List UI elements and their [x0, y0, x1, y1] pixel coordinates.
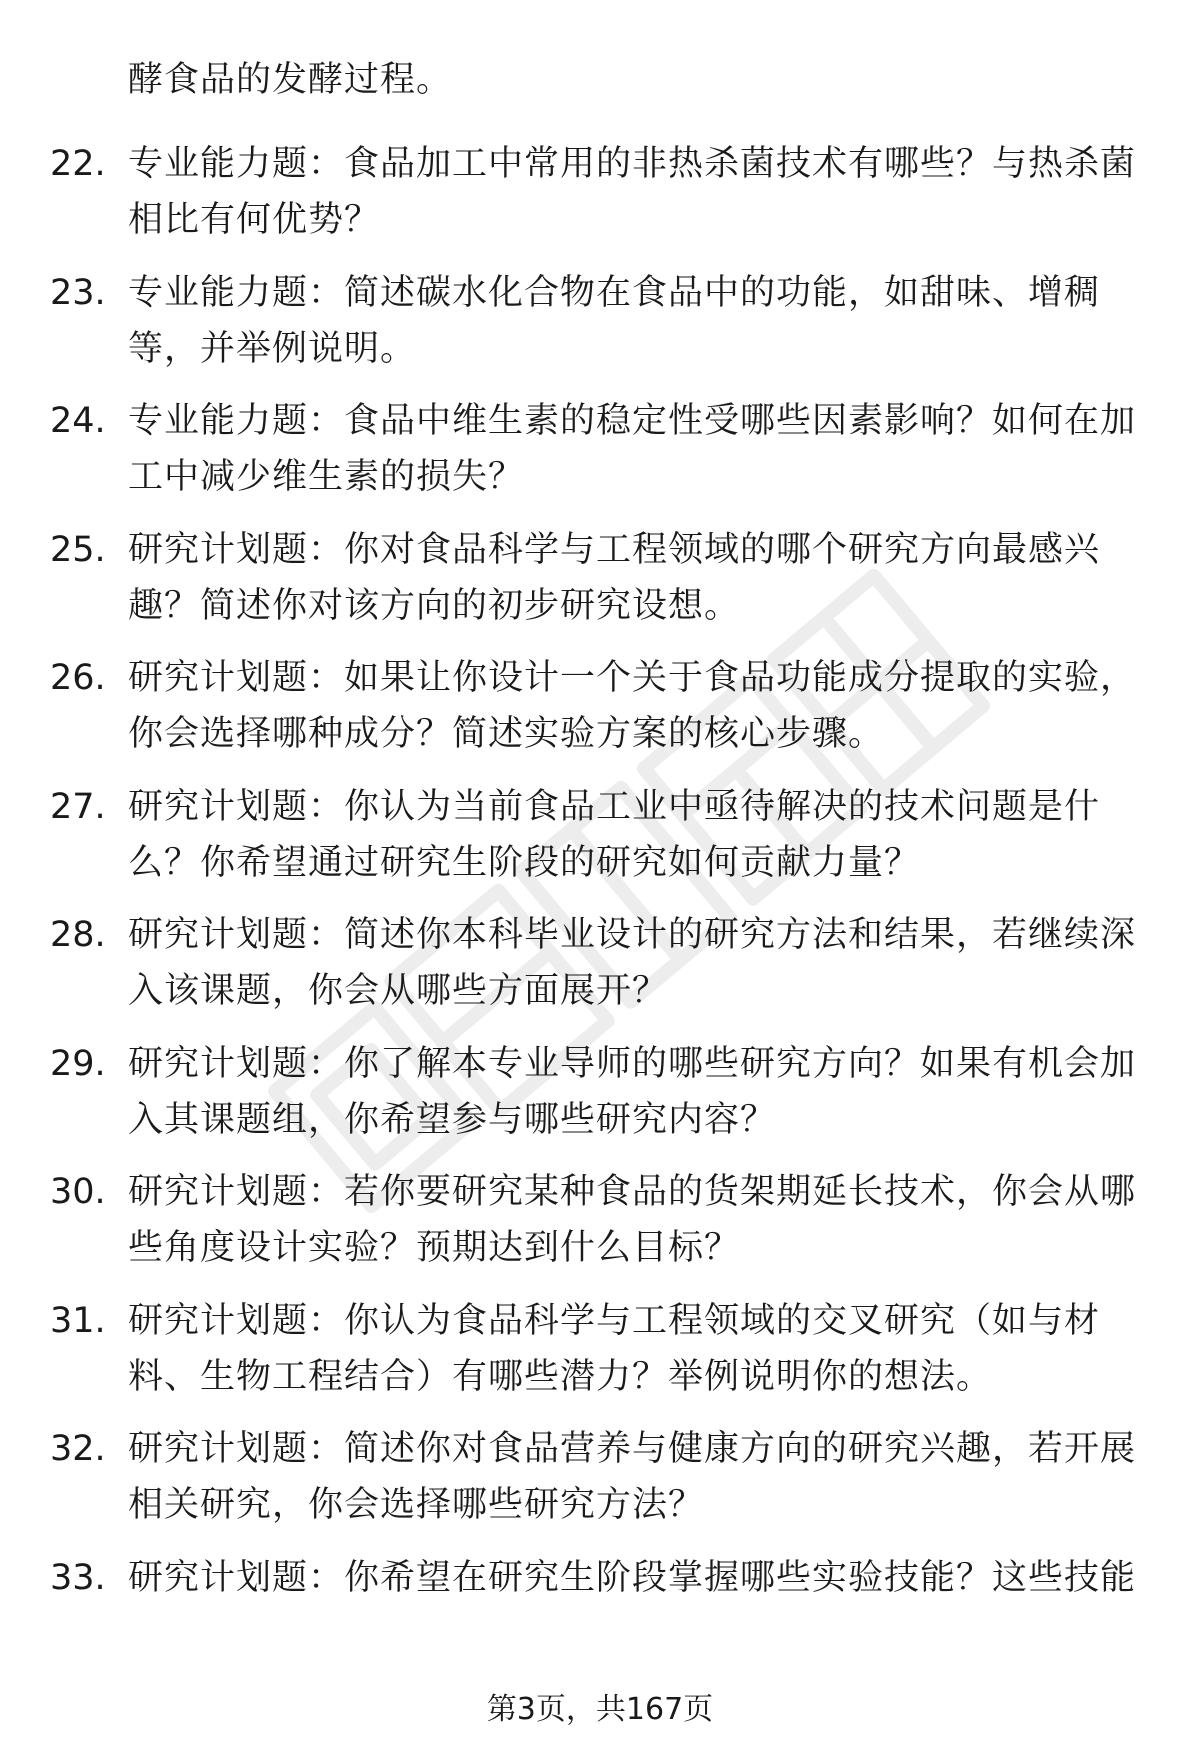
list-item: [0, 1421, 1200, 1550]
list-item: [0, 1164, 1200, 1293]
list-item: [0, 522, 1200, 651]
list-item: [0, 1550, 1200, 1679]
question-list: [0, 136, 1200, 1678]
question-text: 研究计划题：简述你对食品营养与健康方向的研究兴趣，若开展相关研究，你会选择哪些研究方法？: [128, 1429, 1137, 1525]
question-number: 32.: [50, 1429, 106, 1469]
question-text: 研究计划题：你对食品科学与工程领域的哪个研究方向最感兴趣？简述你对该方向的初步研究设想。: [128, 529, 1101, 626]
question-text: 专业能力题：食品加工中常用的非热杀菌技术有哪些？与热杀菌相比有何优势？: [128, 144, 1137, 240]
list-item: [0, 1036, 1200, 1165]
page-footer: 第3页，共167页: [486, 1692, 714, 1727]
question-number: 25.: [50, 529, 106, 570]
question-number: 22.: [50, 144, 106, 184]
question-text: 研究计划题：你认为食品科学与工程领域的交叉研究（如与材料、生物工程结合）有哪些潜力？举例说明你的想法。: [128, 1300, 1101, 1397]
list-item: [0, 393, 1200, 522]
question-text: 研究计划题：你希望在研究生阶段掌握哪些实验技能？这些技能: [128, 1557, 1137, 1598]
question-number: 30.: [50, 1172, 106, 1212]
continuation-text: 酵食品的发酵过程。: [128, 60, 453, 100]
question-text: 研究计划题：若你要研究某种食品的货架期延长技术，你会从哪些角度设计实验？预期达到什么目标？: [128, 1172, 1137, 1268]
question-text: 专业能力题：简述碳水化合物在食品中的功能，如甜味、增稠等，并举例说明。: [128, 272, 1101, 369]
question-text: 研究计划题：你认为当前食品工业中亟待解决的技术问题是什么？你希望通过研究生阶段的研究如何贡献力量？: [128, 786, 1101, 883]
question-number: 26.: [50, 658, 106, 698]
question-number: 27.: [50, 786, 106, 827]
question-text: 研究计划题：你了解本专业导师的哪些研究方向？如果有机会加入其课题组，你希望参与哪些研究内容？: [128, 1043, 1137, 1140]
list-item: [0, 650, 1200, 779]
question-number: 29.: [50, 1043, 106, 1084]
list-item: [0, 779, 1200, 908]
question-number: 31.: [50, 1300, 106, 1341]
list-item: [0, 136, 1200, 265]
question-text: 研究计划题：如果让你设计一个关于食品功能成分提取的实验，你会选择哪种成分？简述实验方案的核心步骤。: [128, 658, 1137, 754]
question-number: 28.: [50, 915, 106, 955]
question-text: 研究计划题：简述你本科毕业设计的研究方法和结果，若继续深入该课题，你会从哪些方面展开？: [128, 915, 1137, 1011]
list-item: [0, 1293, 1200, 1422]
question-number: 24.: [50, 401, 106, 441]
list-item: [0, 907, 1200, 1036]
list-item: [0, 265, 1200, 394]
question-text: 专业能力题：食品中维生素的稳定性受哪些因素影响？如何在加工中减少维生素的损失？: [128, 401, 1137, 497]
question-number: 33.: [50, 1557, 106, 1598]
question-number: 23.: [50, 272, 106, 313]
